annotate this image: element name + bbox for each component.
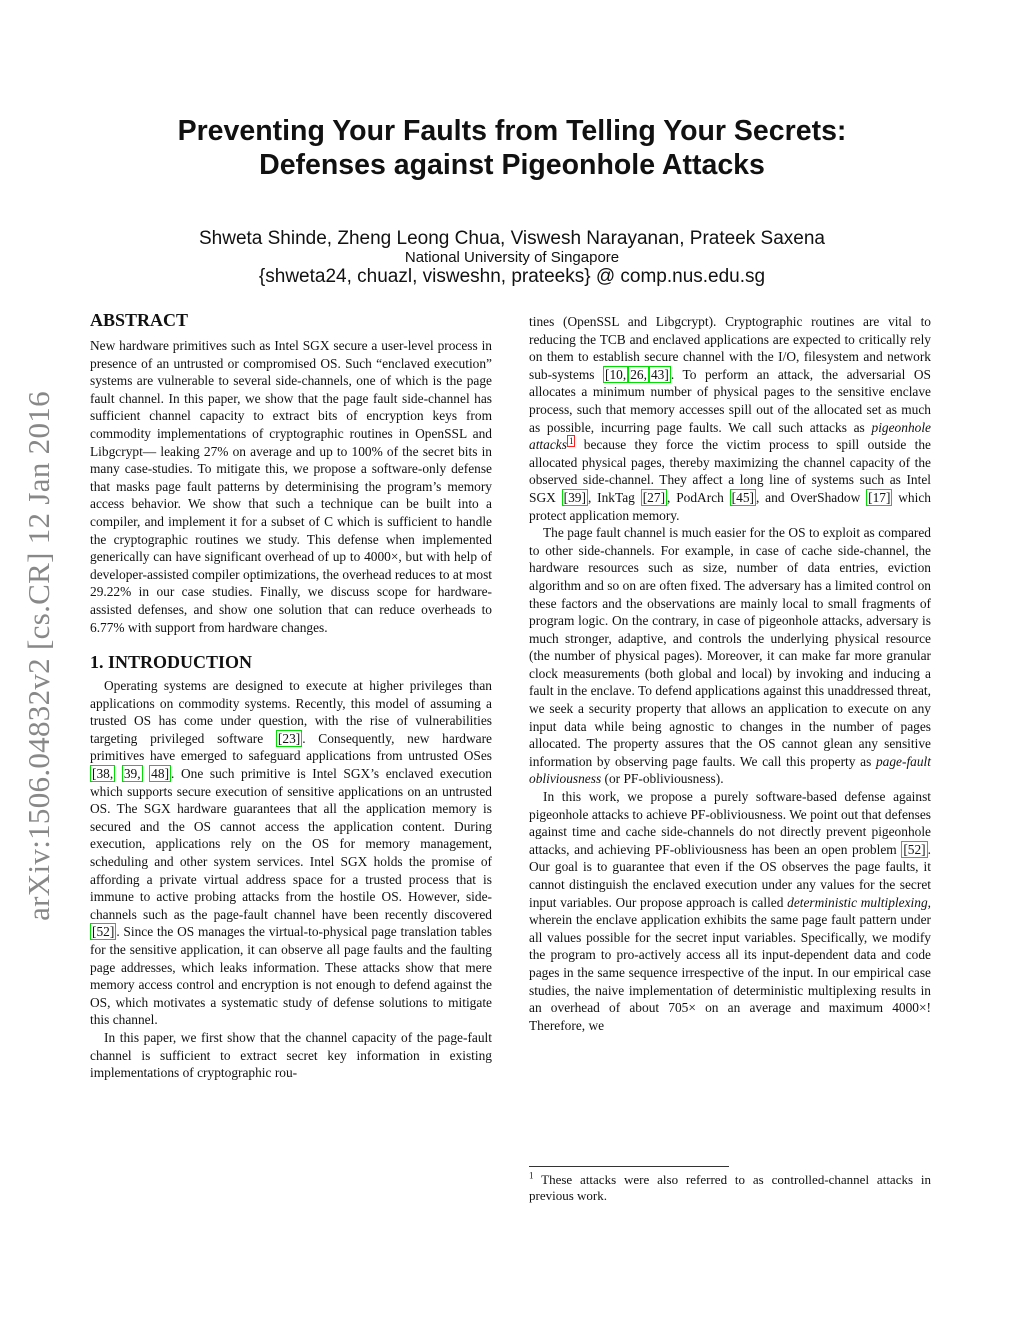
abstract-text: New hardware primitives such as Intel SGX secure a user-level process in presence of an untrusted or compromised OS. Such “enclaved execution” systems are vulnerable to several side-channels, one of which is the page fault channel. In this paper, we show that the page fault side-channel has sufficient channel capacity to extract bits of encryption keys from commodity implementations of cryptographic routines in OpenSSL and Libgcrypt— leaking 27% on average and up to 100% of the secret bits in many case-studies. To mitigate this, we propose a software-only defense that masks page fault patterns by determinising the program’s memory access behavior. We show that such a technique can be built into a compiler, and implement it for a subset of C which is sufficient to handle the cryptographic routines we study. This defense when implemented generically can have significant overhead of up to 4000×, but with help of developer-assisted compiler optimizations, the overhead reduces to at most 29.22% in our case studies. Finally, we discuss scope for hardware-assisted defenses, and show one solution that can reduce overheads to 6.77% with support from hardware changes. <box>90 338 492 635</box>
citation-link[interactable]: 39, <box>123 766 141 782</box>
intro-paragraph-2-cont: tines (OpenSSL and Libgcrypt). Cryptographic routines are vital to reducing the TCB and enclaved applications are expected to critically rely on them to establish secure channel with the I/O, filesystem and network sub-systems [10, 26, 43] . To perform an attack, the adversarial OS allocates a minimum number of physical pages to the sensitive enclave process, such that memory accesses spill out of the allocated set as much as possible, incurring page faults. We call such attacks as pigeonhole attacks $^1$ because they force the victim process to spill outside the allocated physical pages, thereby maximizing the channel capacity of the observed side-channel. They affect a long line of systems such as Intel SGX [39] , InkTag [27] , PodArch [45] , and OverShadow [17] which protect application memory. <box>529 314 931 523</box>
affiliation: National University of Singapore <box>404 249 620 266</box>
citation-link[interactable]: [23] <box>277 730 301 746</box>
footnote-link[interactable]: 1 <box>568 435 574 446</box>
intro-paragraph-4: In this work, we propose a purely software-based defense against pigeonhole attacks to achieve PF-obliviousness. We point out that defenses against time and cache side-channels do not directly prevent pigeonhole attacks, and achieving PF-obliviousness has been an open problem [52] . Our goal is to guarantee that even if the OS observes the page faults, it cannot distinguish the enclaved execution under any values for the secret input variables. Our propose approach is called deterministic multiplexing, wherein the enclave application exhibits the same page fault pattern under all values possible for the secret input variables. Specifically, we modify the program to pro-actively access all its input-dependent data and code pages in the same sequence irrespective of the input. In our empirical case studies, the naive implementation of deterministic multiplexing results in an overhead of about 705× on an average and maximum 4000×! Therefore, we <box>529 789 932 1033</box>
footnote-text: These attacks were also referred to as controlled-channel attacks in previous work. <box>529 1172 932 1203</box>
arxiv-stamp: arXiv:1506.04832v2 [cs.CR] 12 Jan 2016 <box>21 391 56 921</box>
citation-link[interactable]: [17] <box>868 489 891 505</box>
left-column <box>90 309 492 1082</box>
author-emails: {shweta24, chuazl, visweshn, prateeks} @ comp.nus.edu.sg <box>258 266 766 287</box>
footnote <box>529 1172 931 1204</box>
footnote-number: 1 <box>529 1170 534 1181</box>
citation-link[interactable]: [52] <box>903 841 926 857</box>
citation-link[interactable]: [27] <box>642 489 666 505</box>
title-line-2: Defenses against Pigeonhole Attacks <box>259 149 765 181</box>
term-deterministic-multiplexing: deterministic multiplexing <box>787 894 928 910</box>
footnote-divider <box>529 1166 729 1167</box>
citation-link[interactable]: 43] <box>650 366 669 382</box>
introduction-heading: 1. INTRODUCTION <box>90 652 253 673</box>
title-line-1: Preventing Your Faults from Telling Your Secrets: <box>177 115 847 147</box>
intro-paragraph-2: In this paper, we first show that the channel capacity of the page-fault channel is sufficient to extract secret key information in existing implementations of cryptographic rou- <box>90 1029 492 1081</box>
citation-link[interactable]: [39] <box>563 489 586 505</box>
intro-paragraph-1: Operating systems are designed to execute at higher privileges than applications on commodity systems. Recently, this model of assuming a trusted OS has come under question, with the rise of vulnerabilities targeting privileged software [23] . Consequently, new hardware primitives have emerged to safeguard applications from untrusted OSes [38, 39, 48] . One such primitive is Intel SGX’s enclaved execution which supports secure execution of sensitive applications on an untrusted OS. The SGX hardware guarantees that all the application memory is secured and the OS cannot access the application content. During execution, applications rely on the OS for memory management, scheduling and other system services. Intel SGX holds the promise of affording a private virtual address space for a trusted process that is immune to active probing attacks from the hostile OS. However, side-channels such as the page-fault channel have been recently discovered [52] . Since the OS manages the virtual-to-physical page translation tables for the sensitive application, it can observe all page faults and the faulting page addresses, which leaks information. These attacks show that mere memory access control and encryption is not enough to defend against the OS, which motivates a systematic study of defense solutions to mitigate this channel. <box>90 678 492 1028</box>
citation-link[interactable]: [45] <box>731 489 754 505</box>
citation-link[interactable]: [52] <box>92 924 115 940</box>
author-list: Shweta Shinde, Zheng Leong Chua, Viswesh Narayanan, Prateek Saxena <box>198 228 825 249</box>
term-pf-obliviousness: page-fault obliviousness <box>529 753 931 787</box>
term-pigeonhole: pigeonhole attacks <box>529 419 931 453</box>
citation-link[interactable]: 48] <box>151 766 170 782</box>
citation-link[interactable]: [10, <box>605 366 627 382</box>
paper-title <box>0 114 1024 182</box>
abstract-heading: ABSTRACT <box>90 310 189 330</box>
citation-link[interactable]: 26, <box>630 366 647 382</box>
citation-link[interactable]: [38, <box>92 766 114 782</box>
intro-paragraph-3: The page fault channel is much easier for the OS to exploit as compared to other side-channels. For example, in case of cache side-channel, the hardware resources such as size, number of data entries, eviction algorithm and so on are often fixed. The adversary has a limited control on these factors and the observations are mainly local to small fragments of program logic. On the contrary, in case of pigeonhole attacks, adversary is much stronger, adaptive, and controls the underlying physical resource (the number of physical pages). Moreover, it can make far more granular clock measurements (both global and local) by invoking and inducing a fault in the enclave. To defend applications against this unaddressed threat, we seek a security property that allows an application to execute on any input data while being agnostic to changes in the number of pages allocated. The property assures that the OS cannot glean any sensitive information by observing page faults. We call this property as page-fault obliviousness (or PF-obliviousness). <box>529 525 931 787</box>
right-column <box>529 313 931 1034</box>
